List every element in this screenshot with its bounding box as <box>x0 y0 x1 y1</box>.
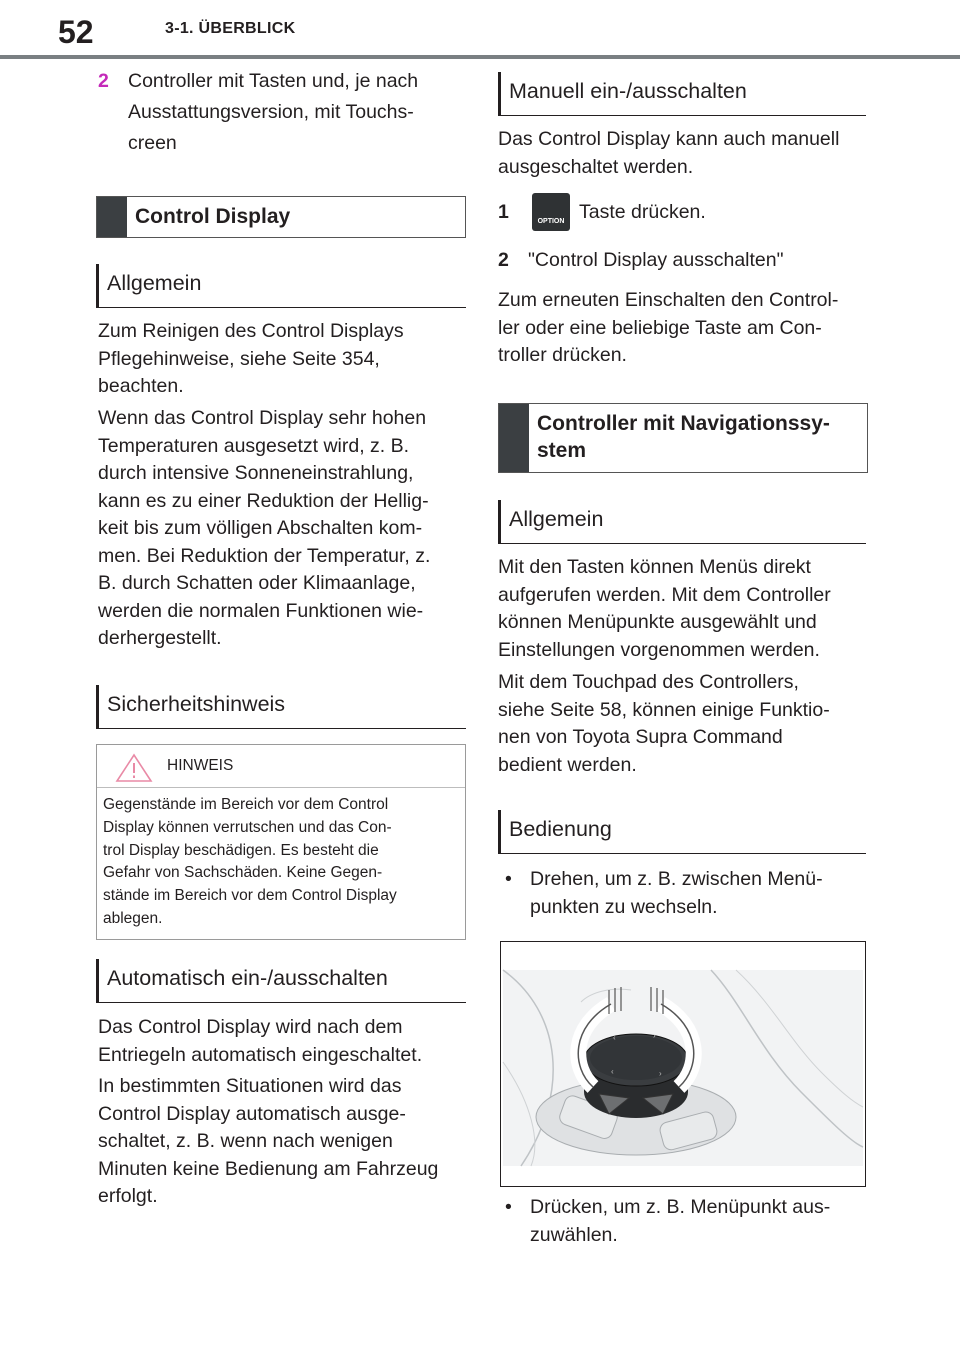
bullet-dot: • <box>505 868 512 890</box>
svg-text:‹: ‹ <box>613 1033 616 1042</box>
text-line: Das Control Display wird nach dem <box>98 1016 403 1038</box>
text-line: trol Display beschädigen. Es besteht die <box>103 841 379 859</box>
subheading-text: Sicherheitshinweis <box>107 692 286 716</box>
warning-icon <box>115 753 153 783</box>
text-line: Einstellungen vorgenommen werden. <box>498 638 820 661</box>
text-line: zuwählen. <box>530 1223 618 1246</box>
step-number: 1 <box>498 201 509 223</box>
text-line: ler oder eine beliebige Taste am Con- <box>498 316 822 339</box>
text-line: erfolgt. <box>98 1185 158 1207</box>
paragraph <box>498 126 866 181</box>
notice-header <box>97 745 465 788</box>
paragraph <box>98 405 468 653</box>
text-line: Minuten keine Bedienung am Fahrzeug <box>98 1157 439 1180</box>
subheading-tick <box>96 959 99 1003</box>
text-line: kann es zu einer Reduktion der Hellig- <box>98 489 429 512</box>
section-heading-control-display <box>96 196 466 238</box>
text-line: Wenn das Control Display sehr hohen <box>98 407 427 429</box>
text-line: Gefahr von Sachschäden. Keine Gegen- <box>103 864 383 882</box>
text-line: men. Bei Reduktion der Temperatur, z. <box>98 544 431 567</box>
text-line: Controller mit Tasten und, je nach <box>128 70 419 92</box>
text-line: Drücken, um z. B. Menüpunkt aus- <box>530 1196 831 1218</box>
subheading-text: Allgemein <box>509 507 604 531</box>
text-line: Mit den Tasten können Menüs direkt <box>498 556 811 578</box>
controller-illustration <box>500 941 866 1187</box>
notice-box <box>96 744 466 940</box>
subheading-tick <box>498 810 501 854</box>
text-line: nen von Toyota Supra Command <box>498 726 783 748</box>
paragraph <box>498 554 866 664</box>
controller-rotate-illustration <box>501 942 865 1186</box>
text-line: B. durch Schatten oder Klimaanlage, <box>98 572 416 594</box>
list-item-2 <box>98 66 468 161</box>
paragraph <box>98 318 468 401</box>
text-line: Drehen, um z. B. zwischen Menü- <box>530 868 823 890</box>
text-line: Mit dem Touchpad des Controllers, <box>498 671 799 693</box>
step-text: Taste drücken. <box>579 201 706 223</box>
chapter-title: 3-1. ÜBERBLICK <box>165 20 296 37</box>
text-line: Ausstattungsversion, mit Touchs- <box>128 101 414 123</box>
text-line: stände im Bereich vor dem Control Display <box>103 887 397 905</box>
bullet-item <box>505 1194 865 1250</box>
text-line: werden die normalen Funktionen wie- <box>98 599 424 622</box>
step-2 <box>498 245 866 276</box>
page-header <box>0 0 960 60</box>
text-line: Zum Reinigen des Control Displays <box>98 320 404 342</box>
subheading-tick <box>96 264 99 308</box>
text-line: siehe Seite 58, können einige Funktio- <box>498 698 830 721</box>
text-line: schaltet, z. B. wenn nach wenigen <box>98 1130 393 1152</box>
text-line: In bestimmten Situationen wird das <box>98 1075 402 1097</box>
bullet-dot: • <box>505 1196 512 1218</box>
text-line: Das Control Display kann auch manuell <box>498 128 840 150</box>
subheading-automatisch <box>96 959 466 1004</box>
subheading-bedienung <box>498 810 866 855</box>
text-line: aufgerufen werden. Mit dem Controller <box>498 583 831 606</box>
subheading-tick <box>498 500 501 544</box>
subheading-text: Automatisch ein-/ausschalten <box>107 966 388 990</box>
notice-body <box>103 794 458 931</box>
page-number: 52 <box>58 14 94 50</box>
text-line: Entriegeln automatisch eingeschaltet. <box>98 1043 423 1066</box>
step-number: 2 <box>498 249 509 271</box>
subheading-rule <box>96 728 466 729</box>
step-text: "Control Display ausschalten" <box>528 249 784 271</box>
text-line: beachten. <box>98 375 184 397</box>
text-line: bedient werden. <box>498 753 637 776</box>
svg-text:›: › <box>653 1031 656 1040</box>
heading-bar <box>499 404 529 472</box>
notice-label: HINWEIS <box>167 757 234 774</box>
text-line: keit bis zum völligen Abschalten kom- <box>98 517 423 539</box>
subheading-rule <box>96 1002 466 1003</box>
paragraph <box>98 1073 468 1211</box>
text-line: troller drücken. <box>498 344 627 366</box>
text-line: durch intensive Sonneneinstrahlung, <box>98 462 414 484</box>
paragraph <box>498 287 866 370</box>
text-line: Gegenstände im Bereich vor dem Control <box>103 796 389 813</box>
subheading-tick <box>96 685 99 729</box>
subheading-text: Allgemein <box>107 271 202 295</box>
heading-text <box>537 410 830 464</box>
heading-line: Controller mit Navigationssy- <box>537 412 830 435</box>
paragraph <box>498 669 866 779</box>
text-line: punkten zu wechseln. <box>530 895 718 918</box>
subheading-tick <box>498 72 501 116</box>
subheading-rule <box>96 307 466 308</box>
svg-text:›: › <box>659 1069 662 1078</box>
paragraph <box>98 1014 468 1069</box>
text-line: creen <box>128 132 177 154</box>
text-line: ausgeschaltet werden. <box>498 155 694 178</box>
heading-text: Control Display <box>135 205 291 228</box>
subheading-allgemein-right <box>498 500 866 545</box>
text-line: derhergestellt. <box>98 627 222 649</box>
header-rule <box>0 55 960 59</box>
subheading-sicherheitshinweis <box>96 685 466 730</box>
subheading-rule <box>498 115 866 116</box>
text-line: ablegen. <box>103 909 163 927</box>
subheading-rule <box>498 543 866 544</box>
text-line: Display können verrutschen und das Con- <box>103 818 392 836</box>
svg-text:‹: ‹ <box>611 1067 614 1076</box>
section-heading-controller <box>498 403 868 473</box>
heading-bar <box>97 197 127 237</box>
option-button-icon <box>532 193 570 231</box>
text-line: Control Display automatisch ausge- <box>98 1102 406 1125</box>
option-label: OPTION <box>537 218 565 225</box>
bullet-item <box>505 866 865 922</box>
text-line: Temperaturen ausgesetzt wird, z. B. <box>98 434 410 457</box>
subheading-text: Manuell ein-/ausschalten <box>509 79 747 103</box>
step-number: 2 <box>98 70 109 92</box>
subheading-manuell <box>498 72 866 117</box>
step-1 <box>498 197 866 235</box>
text-line: können Menüpunkte ausgewählt und <box>498 611 817 633</box>
text-line: Pflegehinweise, siehe Seite 354, <box>98 347 380 370</box>
subheading-rule <box>498 853 866 854</box>
heading-line: stem <box>537 439 587 462</box>
subheading-allgemein-left <box>96 264 466 309</box>
text-line: Zum erneuten Einschalten den Control- <box>498 289 839 311</box>
subheading-text: Bedienung <box>509 817 612 841</box>
